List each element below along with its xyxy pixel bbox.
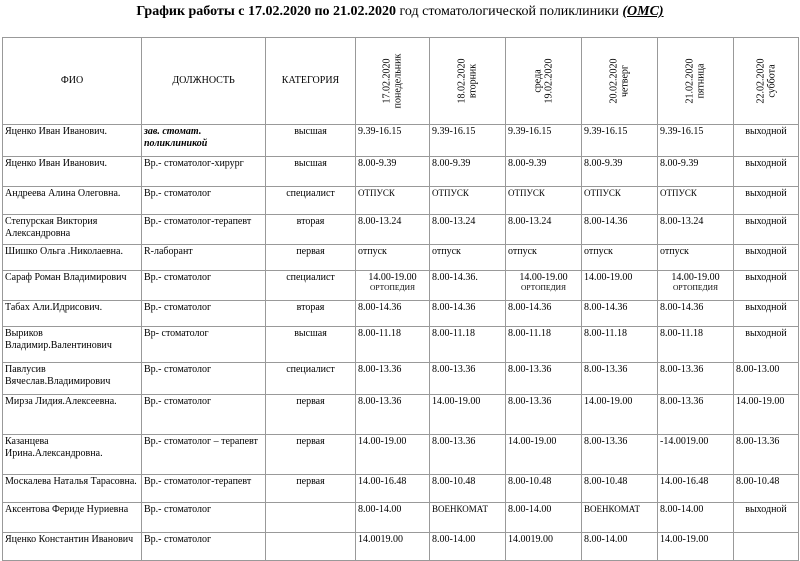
cell-schedule: 8.00-11.18 — [356, 327, 430, 363]
cell-position: R-лаборант — [142, 245, 266, 271]
cell-schedule: ОТПУСК — [356, 187, 430, 215]
cell-schedule: выходной — [734, 125, 799, 157]
header-day: 20.02.2020 четверг — [582, 38, 658, 125]
cell-category: высшая — [266, 327, 356, 363]
cell-category: вторая — [266, 301, 356, 327]
table-row — [3, 187, 799, 215]
cell-category: первая — [266, 435, 356, 475]
cell-schedule: 8.00-14.00 — [506, 503, 582, 533]
header-day: среда 19.02.2020 — [506, 38, 582, 125]
cell-schedule: 14.00-16.48 — [356, 475, 430, 503]
cell-schedule: 8.00-10.48 — [582, 475, 658, 503]
cell-schedule: 14.0019.00 — [506, 533, 582, 561]
cell-position: Вр.- стоматолог — [142, 363, 266, 395]
cell-schedule: 8.00-13.36 — [506, 395, 582, 435]
cell-position: Вр.- стоматолог — [142, 271, 266, 301]
cell-note: ОРТОПЕДИЯ — [369, 282, 416, 292]
cell-schedule: 8.00-10.48 — [506, 475, 582, 503]
cell-schedule: 8.00-14.00 — [356, 503, 430, 533]
cell-schedule: 8.00-13.36 — [356, 363, 430, 395]
cell-schedule: 8.00-13.24 — [430, 215, 506, 245]
cell-category: первая — [266, 245, 356, 271]
cell-schedule: 8.00-13.36 — [430, 435, 506, 475]
cell-schedule: 14.0019.00 — [356, 533, 430, 561]
cell-name: Яценко Константин Иванович — [3, 533, 142, 561]
cell-category — [266, 533, 356, 561]
cell-schedule: 8.00-13.24 — [356, 215, 430, 245]
cell-name: Аксентова Феридe Нуриевна — [3, 503, 142, 533]
header-row — [3, 38, 799, 125]
cell-position: Вр- стоматолог — [142, 327, 266, 363]
cell-schedule: 8.00-13.36 — [734, 435, 799, 475]
table-row — [3, 533, 799, 561]
cell-schedule: выходной — [734, 271, 799, 301]
cell-schedule: 8.00-10.48 — [430, 475, 506, 503]
header-position: ДОЛЖНОСТЬ — [142, 38, 266, 125]
cell-schedule: выходной — [734, 503, 799, 533]
cell-schedule: выходной — [734, 327, 799, 363]
cell-schedule: 8.00-9.39 — [506, 157, 582, 187]
cell-category: специалист — [266, 187, 356, 215]
cell-category: первая — [266, 475, 356, 503]
cell-schedule: -14.0019.00 — [658, 435, 734, 475]
cell-schedule: 8.00-10.48 — [734, 475, 799, 503]
cell-name: Яценко Иван Иванович. — [3, 125, 142, 157]
cell-schedule: 14.00-19.00 — [356, 435, 430, 475]
cell-position: Вр.- стоматолог — [142, 395, 266, 435]
cell-schedule: ВОЕНКОМАТ — [430, 503, 506, 533]
cell-schedule: ОТПУСК — [506, 187, 582, 215]
cell-schedule: 8.00-11.18 — [430, 327, 506, 363]
header-day: 21.02.2020 пятница — [658, 38, 734, 125]
header-day: 18.02.2020 вторник — [430, 38, 506, 125]
cell-schedule: 8.00-14.36 — [430, 301, 506, 327]
cell-schedule: 14.00-16.48 — [658, 475, 734, 503]
table-row — [3, 327, 799, 363]
cell-name: Андреева Алина Олеговна. — [3, 187, 142, 215]
cell-schedule: 8.00-14.36 — [356, 301, 430, 327]
cell-schedule: выходной — [734, 245, 799, 271]
cell-schedule: 9.39-16.15 — [582, 125, 658, 157]
cell-schedule: 8.00-13.36 — [506, 363, 582, 395]
header-day: 22.02.2020 суббота — [734, 38, 799, 125]
cell-schedule: 8.00-13.36 — [356, 395, 430, 435]
cell-position: Вр.- стоматолог — [142, 503, 266, 533]
table-row — [3, 475, 799, 503]
cell-schedule: ОТПУСК — [582, 187, 658, 215]
cell-schedule: выходной — [734, 187, 799, 215]
cell-schedule: 14.00-19.00 ОРТОПЕДИЯ — [506, 271, 582, 301]
cell-schedule: выходной — [734, 301, 799, 327]
title-normal: год стоматологической поликлиники — [396, 4, 619, 19]
cell-position: Вр.- стоматолог — [142, 187, 266, 215]
schedule-table — [2, 37, 799, 561]
cell-schedule: 8.00-14.36 — [658, 301, 734, 327]
cell-schedule: 8.00-14.00 — [658, 503, 734, 533]
table-row — [3, 157, 799, 187]
cell-position: зав. стомат. поликлиникой — [142, 125, 266, 157]
cell-schedule: отпуск — [430, 245, 506, 271]
cell-category: специалист — [266, 363, 356, 395]
title-bold: График работы с 17.02.2020 по 21.02.2020 — [136, 4, 397, 19]
header-category: КАТЕГОРИЯ — [266, 38, 356, 125]
cell-schedule: 14.00-19.00 — [430, 395, 506, 435]
cell-schedule: отпуск — [356, 245, 430, 271]
table-row — [3, 435, 799, 475]
cell-schedule: выходной — [734, 157, 799, 187]
table-row — [3, 125, 799, 157]
cell-category: высшая — [266, 125, 356, 157]
cell-schedule: 14.00-19.00 — [582, 271, 658, 301]
table-row — [3, 503, 799, 533]
title-oms: (ОМС) — [622, 4, 664, 19]
cell-note: ОРТОПЕДИЯ — [672, 282, 719, 292]
cell-name: Москалева Наталья Тарасовна. — [3, 475, 142, 503]
cell-schedule: ОТПУСК — [430, 187, 506, 215]
cell-schedule: 8.00-14.36 — [582, 301, 658, 327]
cell-schedule: 8.00-13.24 — [658, 215, 734, 245]
cell-schedule: ВОЕНКОМАТ — [582, 503, 658, 533]
cell-schedule: ОТПУСК — [658, 187, 734, 215]
cell-schedule: 9.39-16.15 — [506, 125, 582, 157]
cell-name: Выриков Владимир.Валентинович — [3, 327, 142, 363]
cell-schedule: 8.00-11.18 — [506, 327, 582, 363]
cell-category: первая — [266, 395, 356, 435]
cell-name: Павлусив Вячеслав.Владимирович — [3, 363, 142, 395]
cell-name: Табах Али.Идрисович. — [3, 301, 142, 327]
cell-name: Сараф Роман Владимирович — [3, 271, 142, 301]
table-row — [3, 395, 799, 435]
cell-position: Вр.- стоматолог – терапевт — [142, 435, 266, 475]
cell-schedule: 14.00-19.00 — [658, 533, 734, 561]
cell-schedule: 14.00-19.00 ОРТОПЕДИЯ — [658, 271, 734, 301]
cell-note: ОРТОПЕДИЯ — [520, 282, 567, 292]
cell-schedule: 14.00-19.00 — [506, 435, 582, 475]
table-row — [3, 245, 799, 271]
cell-position: Вр.- стоматолог — [142, 533, 266, 561]
cell-name: Казанцева Ирина.Александровна. — [3, 435, 142, 475]
cell-schedule: 9.39-16.15 — [430, 125, 506, 157]
cell-schedule: отпуск — [658, 245, 734, 271]
cell-schedule: 14.00-19.00 — [734, 395, 799, 435]
cell-category: вторая — [266, 215, 356, 245]
cell-schedule: 8.00-14.36 — [582, 215, 658, 245]
cell-schedule: 14.00-19.00 — [582, 395, 658, 435]
cell-schedule: 8.00-9.39 — [430, 157, 506, 187]
cell-name: Шишко Ольга .Николаевна. — [3, 245, 142, 271]
cell-category — [266, 503, 356, 533]
cell-category: специалист — [266, 271, 356, 301]
cell-category: высшая — [266, 157, 356, 187]
cell-schedule: 8.00-13.36 — [430, 363, 506, 395]
table-row — [3, 301, 799, 327]
cell-schedule: 8.00-9.39 — [356, 157, 430, 187]
cell-schedule: 9.39-16.15 — [658, 125, 734, 157]
cell-schedule: 8.00-13.36 — [658, 363, 734, 395]
cell-schedule: 8.00-14.00 — [430, 533, 506, 561]
cell-schedule: 8.00-11.18 — [582, 327, 658, 363]
header-name: ФИО — [3, 38, 142, 125]
cell-name: Степурская Виктория Александровна — [3, 215, 142, 245]
table-row — [3, 215, 799, 245]
cell-schedule: 8.00-9.39 — [658, 157, 734, 187]
cell-schedule: 8.00-14.36 — [506, 301, 582, 327]
cell-schedule: 8.00-13.36 — [582, 363, 658, 395]
cell-schedule: 8.00-9.39 — [582, 157, 658, 187]
cell-position: Вр.- стоматолог-терапевт — [142, 475, 266, 503]
page-title — [0, 4, 800, 20]
cell-schedule: 9.39-16.15 — [356, 125, 430, 157]
table-row — [3, 363, 799, 395]
cell-position: Вр.- стоматолог-терапевт — [142, 215, 266, 245]
cell-schedule: 8.00-14.36. — [430, 271, 506, 301]
cell-position: Вр.- стоматолог-хирург — [142, 157, 266, 187]
cell-schedule: 8.00-13.36 — [582, 435, 658, 475]
cell-name: Яценко Иван Иванович. — [3, 157, 142, 187]
cell-schedule: 8.00-11.18 — [658, 327, 734, 363]
table-row — [3, 271, 799, 301]
cell-schedule: отпуск — [582, 245, 658, 271]
cell-schedule: 8.00-13.24 — [506, 215, 582, 245]
cell-schedule: отпуск — [506, 245, 582, 271]
cell-name: Мирза Лидия.Алексеевна. — [3, 395, 142, 435]
cell-schedule — [734, 533, 799, 561]
cell-schedule: выходной — [734, 215, 799, 245]
cell-schedule: 8.00-14.00 — [582, 533, 658, 561]
cell-schedule: 8.00-13.00 — [734, 363, 799, 395]
cell-schedule: 14.00-19.00 ОРТОПЕДИЯ — [356, 271, 430, 301]
cell-position: Вр.- стоматолог — [142, 301, 266, 327]
header-day: 17.02.2020 понедельник — [356, 38, 430, 125]
cell-schedule: 8.00-13.36 — [658, 395, 734, 435]
